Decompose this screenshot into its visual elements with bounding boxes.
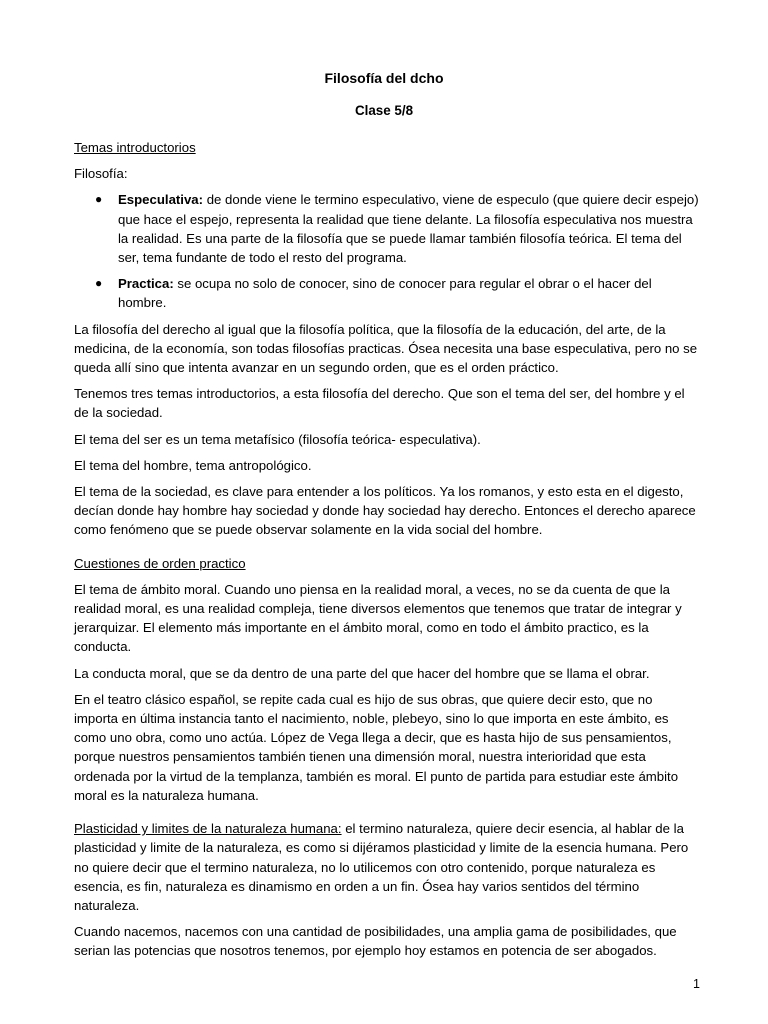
section-heading: Cuestiones de orden practico [74,555,246,571]
paragraph-text: el termino naturaleza, quiere decir esencia, al hablar de la plasticidad y limite de la naturaleza, es como si dijéramos plasticidad y limite de la esencia humana. Pero no quiere decir que el termino naturaleza, no lo utilicemos con otro contenido, porque naturaleza es esencia, es fin, naturaleza es dinamismo en orden a un fin. Ósea hay varios sentidos del término naturaleza. [74,821,689,913]
paragraph: La filosofía del derecho al igual que la filosofía política, que la filosofía de la educación, del arte, de la medicina, de la economía, son todas filosofías practicas. Ósea necesita una base especulativa, pero no se queda allí sino que intenta avanzar en un segundo orden, que es el orden práctico. [74,321,698,376]
paragraph: En el teatro clásico español, se repite cada cual es hijo de sus obras, que quiere decir esto, que no importa en última instancia tanto el nacimiento, noble, plebeyo, sino lo que importa en este ámbito, es como uno obra, como uno actúa. López de Vega llega a decir, que es hasta hijo de sus pensamientos, porque nuestros pensamientos también tienen una dimensión moral, nuestra interioridad que esta ordenada por la virtud de la templanza, también es moral. El punto de partida para estudiar este ámbito moral es la naturaleza humana. [74,691,679,803]
paragraph: El tema del ser es un tema metafísico (filosofía teórica- especulativa). [74,431,481,447]
bullet-icon: ● [95,192,103,207]
paragraph: La conducta moral, que se da dentro de una parte del que hacer del hombre que se llama el obrar. [74,665,650,681]
bullet-text: se ocupa no solo de conocer, sino de conocer para regular el obrar o el hacer del hombre. [118,276,652,311]
list-item [95,190,700,267]
section-heading: Plasticidad y limites de la naturaleza humana: [74,821,342,837]
paragraph: El tema de la sociedad, es clave para entender a los políticos. Ya los romanos, y esto esta en el digesto, decían donde hay hombre hay sociedad y donde hay sociedad hay derecho. Entonces el derecho aparece como fenómeno que se puede observar solamente en la vida social del hombre. [74,484,696,538]
bullet-icon: ● [95,276,103,291]
list-item [95,274,700,312]
document-title: Filosofía del dcho [324,70,444,86]
bullet-list [74,190,700,312]
bullet-term: Practica: [118,276,174,292]
bullet-term: Especulativa: [118,192,204,208]
paragraph [74,819,700,915]
document-body [74,138,700,968]
bullet-text: de donde viene le termino especulativo, viene de especulo (que quiere decir espejo) que hace el espejo, representa la realidad que tiene delante. La filosofía especulativa nos muestra la realidad. Es una parte de la filosofía que se puede llamar también filosofía teórica. El tema del ser, tema fundante de todo el resto del programa. [118,192,699,266]
paragraph: El tema del hombre, tema antropológico. [74,457,312,473]
section-heading: Temas introductorios [74,140,196,155]
page-number: 1 [693,977,700,991]
document-subtitle: Clase 5/8 [354,103,414,118]
filosofia-label: Filosofía: [74,166,128,182]
paragraph: Tenemos tres temas introductorios, a esta filosofía del derecho. Que son el tema del ser, del hombre y el de la sociedad. [74,386,685,421]
paragraph: El tema de ámbito moral. Cuando uno piensa en la realidad moral, a veces, no se da cuenta de que la realidad moral, es una realidad compleja, tiene diversos elementos que tenemos que tratar de integrar y jerarquizar. El elemento más importante en el ámbito moral, como en todo el ámbito practico, es la conducta. [74,581,682,655]
paragraph: Cuando nacemos, nacemos con una cantidad de posibilidades, una amplia gama de posibilidades, que serian las potencias que nosotros tenemos, por ejemplo hoy estamos en potencia de ser abogados. [74,924,677,959]
